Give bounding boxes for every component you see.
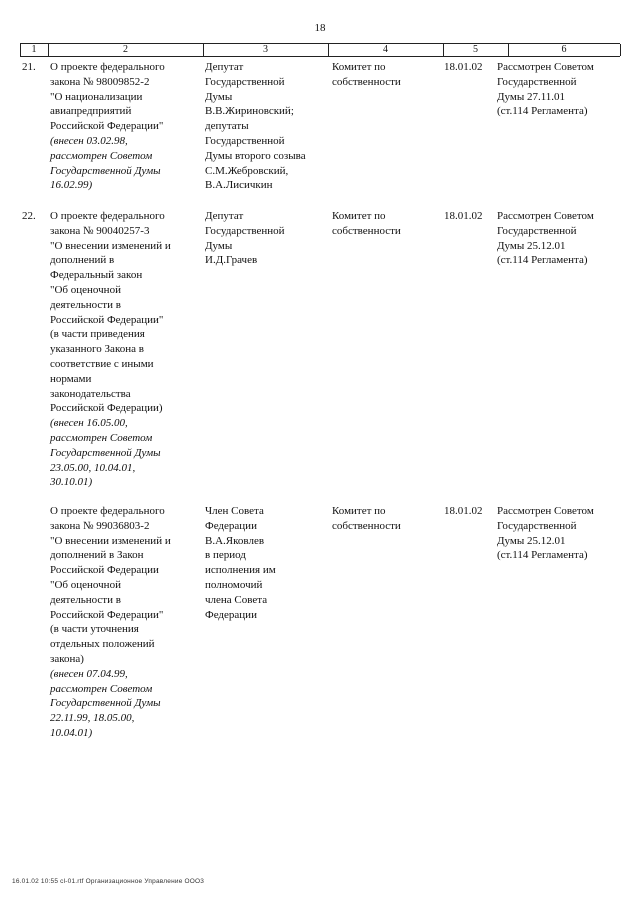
status bbox=[497, 60, 594, 119]
author-line: Думы второго созыва bbox=[205, 149, 306, 162]
header-col-2: 2 bbox=[123, 44, 128, 55]
project-description-line: деятельности в bbox=[50, 298, 121, 311]
project-description-line: закона № 99036803-2 bbox=[50, 519, 150, 532]
status-line: (ст.114 Регламента) bbox=[497, 254, 588, 267]
status-line: (ст.114 Регламента) bbox=[497, 549, 588, 562]
project-description-line: закона № 90040257-3 bbox=[50, 224, 150, 237]
project-description-line: деятельности в bbox=[50, 593, 121, 606]
project-description-line: рассмотрен Советом bbox=[50, 149, 153, 162]
project-description-line: (в части уточнения bbox=[50, 623, 139, 636]
status-line: Думы 27.11.01 bbox=[497, 90, 566, 103]
project-description-line: Государственной Думы bbox=[50, 697, 161, 710]
project-description-line: 30.10.01) bbox=[50, 476, 93, 489]
author-line: В.А.Яковлев bbox=[205, 534, 265, 547]
author-line: И.Д.Грачев bbox=[205, 254, 258, 267]
committee-line: Комитет по bbox=[332, 505, 386, 517]
author-line: Член Совета bbox=[205, 505, 264, 517]
author-line: Депутат bbox=[205, 61, 244, 73]
status-line: Государственной bbox=[497, 224, 577, 237]
committee-line: Комитет по bbox=[332, 210, 386, 222]
project-description-line: (в части приведения bbox=[50, 328, 145, 341]
project-description-line: 10.04.01) bbox=[50, 726, 93, 739]
project-description-line: дополнений в Закон bbox=[50, 549, 144, 562]
author-line: В.В.Жириновский; bbox=[205, 105, 294, 118]
page-number: 18 bbox=[314, 22, 326, 34]
status-line: Рассмотрен Советом bbox=[497, 505, 594, 517]
status-line: Рассмотрен Советом bbox=[497, 210, 594, 222]
project-description bbox=[50, 504, 171, 741]
project-description-line: авиапредприятий bbox=[50, 105, 132, 118]
author-line: С.М.Жебровский, bbox=[205, 164, 289, 177]
project-description-line: отдельных положений bbox=[50, 638, 155, 651]
committee bbox=[332, 60, 401, 90]
author-line: депутаты bbox=[205, 120, 249, 133]
author bbox=[205, 209, 285, 268]
row-number: 21. bbox=[22, 61, 36, 73]
project-description-line: рассмотрен Советом bbox=[50, 682, 153, 695]
project-description-line: 22.11.99, 18.05.00, bbox=[50, 712, 135, 725]
project-description-line: "Об оценочной bbox=[50, 578, 121, 591]
status bbox=[497, 209, 594, 268]
project-description-line: Российской Федерации bbox=[50, 564, 159, 577]
project-description-line: "Об оценочной bbox=[50, 283, 121, 296]
project-description-line: рассмотрен Советом bbox=[50, 431, 153, 444]
committee-line: собственности bbox=[332, 224, 401, 237]
author bbox=[205, 504, 276, 622]
author-line: Государственной bbox=[205, 134, 285, 147]
author-line: Думы bbox=[205, 239, 233, 252]
header-divider bbox=[620, 44, 621, 56]
project-description-line: законодательства bbox=[50, 387, 131, 400]
date: 18.01.02 bbox=[444, 210, 483, 222]
project-description-line: Государственной Думы bbox=[50, 446, 161, 459]
project-description-line: закона) bbox=[50, 652, 84, 665]
project-description-line: нормами bbox=[50, 372, 92, 385]
project-description-line: указанного Закона в bbox=[50, 343, 144, 356]
project-description-line: (внесен 16.05.00, bbox=[50, 417, 128, 430]
header-col-5: 5 bbox=[473, 44, 478, 55]
status-line: (ст.114 Регламента) bbox=[497, 105, 588, 118]
header-col-6: 6 bbox=[561, 44, 567, 55]
status-line: Думы 25.12.01 bbox=[497, 534, 566, 547]
project-description-line: Российской Федерации) bbox=[50, 402, 163, 415]
author-line: Федерации bbox=[205, 608, 257, 621]
author-line: В.А.Лисичкин bbox=[205, 179, 273, 192]
project-description-line: "О внесении изменений и bbox=[50, 239, 171, 252]
author-line: Государственной bbox=[205, 224, 285, 237]
author-line: исполнения им bbox=[205, 564, 276, 577]
project-description-line: 16.02.99) bbox=[50, 179, 93, 192]
date: 18.01.02 bbox=[444, 61, 483, 73]
header-col-3: 3 bbox=[263, 44, 268, 55]
committee bbox=[332, 504, 401, 534]
author-line: Федерации bbox=[205, 519, 257, 532]
project-description-line: "О внесении изменений и bbox=[50, 534, 171, 547]
committee-line: собственности bbox=[332, 519, 401, 532]
author-line: члена Совета bbox=[205, 593, 268, 606]
project-description-line: О проекте федерального bbox=[50, 505, 165, 517]
committee bbox=[332, 209, 401, 239]
author-line: Государственной bbox=[205, 75, 285, 88]
project-description-line: О проекте федерального bbox=[50, 210, 165, 222]
project-description-line: "О национализации bbox=[50, 90, 143, 103]
date: 18.01.02 bbox=[444, 505, 483, 517]
author-line: Депутат bbox=[205, 210, 244, 222]
author-line: в период bbox=[205, 549, 246, 562]
document-footer: 16.01.02 10:55 cl-01.rtf Организационное Управление ООО3 bbox=[12, 878, 205, 885]
project-description-line: соответствие с иными bbox=[50, 357, 154, 370]
committee-line: собственности bbox=[332, 75, 401, 88]
row-number: 22. bbox=[22, 210, 36, 222]
status-line: Государственной bbox=[497, 75, 577, 88]
project-description-line: Государственной Думы bbox=[50, 164, 161, 177]
project-description-line: Российской Федерации" bbox=[50, 608, 164, 621]
status-line: Рассмотрен Советом bbox=[497, 61, 594, 73]
project-description bbox=[50, 60, 165, 193]
status-line: Государственной bbox=[497, 519, 577, 532]
author-line: Думы bbox=[205, 90, 233, 103]
project-description-line: (внесен 07.04.99, bbox=[50, 667, 128, 680]
project-description-line: 23.05.00, 10.04.01, bbox=[50, 461, 136, 474]
project-description-line: дополнений в bbox=[50, 254, 115, 267]
status-line: Думы 25.12.01 bbox=[497, 239, 566, 252]
author-line: полномочий bbox=[205, 578, 263, 591]
committee-line: Комитет по bbox=[332, 61, 386, 73]
project-description-line: О проекте федерального bbox=[50, 61, 165, 73]
project-description-line: Федеральный закон bbox=[50, 269, 143, 282]
project-description-line: (внесен 03.02.98, bbox=[50, 134, 128, 147]
project-description-line: Российской Федерации" bbox=[50, 313, 164, 326]
header-col-4: 4 bbox=[383, 44, 388, 55]
status bbox=[497, 504, 594, 563]
project-description-line: Российской Федерации" bbox=[50, 120, 164, 133]
project-description bbox=[50, 209, 171, 490]
header-col-1: 1 bbox=[31, 44, 37, 55]
table-header bbox=[20, 43, 620, 57]
author bbox=[205, 60, 306, 193]
project-description-line: закона № 98009852-2 bbox=[50, 75, 150, 88]
